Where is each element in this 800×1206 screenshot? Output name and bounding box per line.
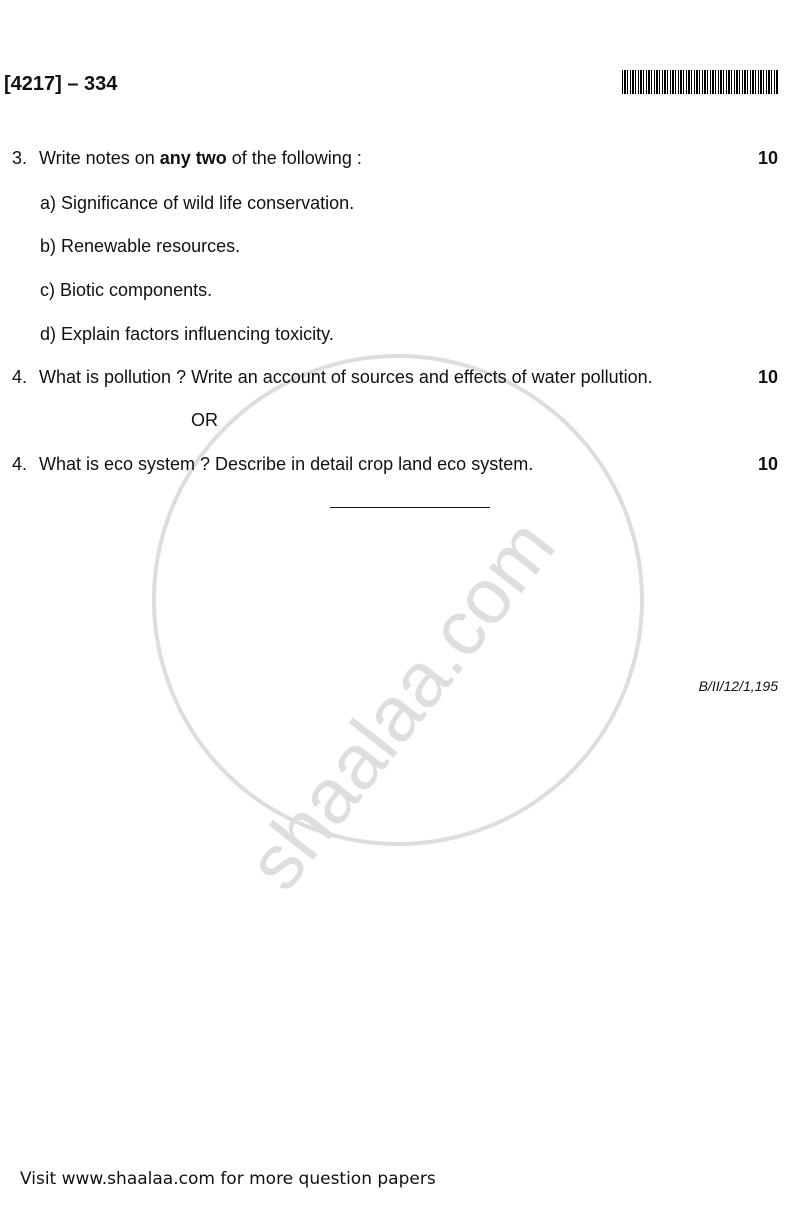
q3-item-d: d) Explain factors influencing toxicity. (40, 324, 334, 344)
paper-code: [4217] – 334 (4, 73, 118, 95)
or-label: OR (191, 410, 218, 430)
print-code: B/II/12/1,195 (698, 678, 778, 694)
q3-item-b: b) Renewable resources. (40, 236, 241, 256)
q4a-text: What is pollution ? Write an account of sources and effects of water pollution. (39, 367, 653, 387)
q3-item-a: a) Significance of wild life conservation. (40, 193, 355, 213)
q4b-text: What is eco system ? Describe in detail crop land eco system. (39, 454, 534, 474)
q4a-number: 4. (12, 367, 28, 387)
q3-text: Write notes on any two of the following : (39, 148, 362, 168)
end-rule (330, 507, 490, 508)
q4b-number: 4. (12, 454, 28, 474)
footer-text: Visit www.shaalaa.com for more question papers (20, 1169, 436, 1189)
watermark-text: shaalaa.com (229, 502, 572, 906)
q3-number: 3. (12, 148, 28, 168)
q4b-marks: 10 (757, 454, 778, 474)
q3-marks: 10 (757, 148, 778, 168)
q3-item-c: c) Biotic components. (40, 280, 213, 300)
q4a-marks: 10 (757, 367, 778, 387)
barcode (622, 70, 778, 94)
